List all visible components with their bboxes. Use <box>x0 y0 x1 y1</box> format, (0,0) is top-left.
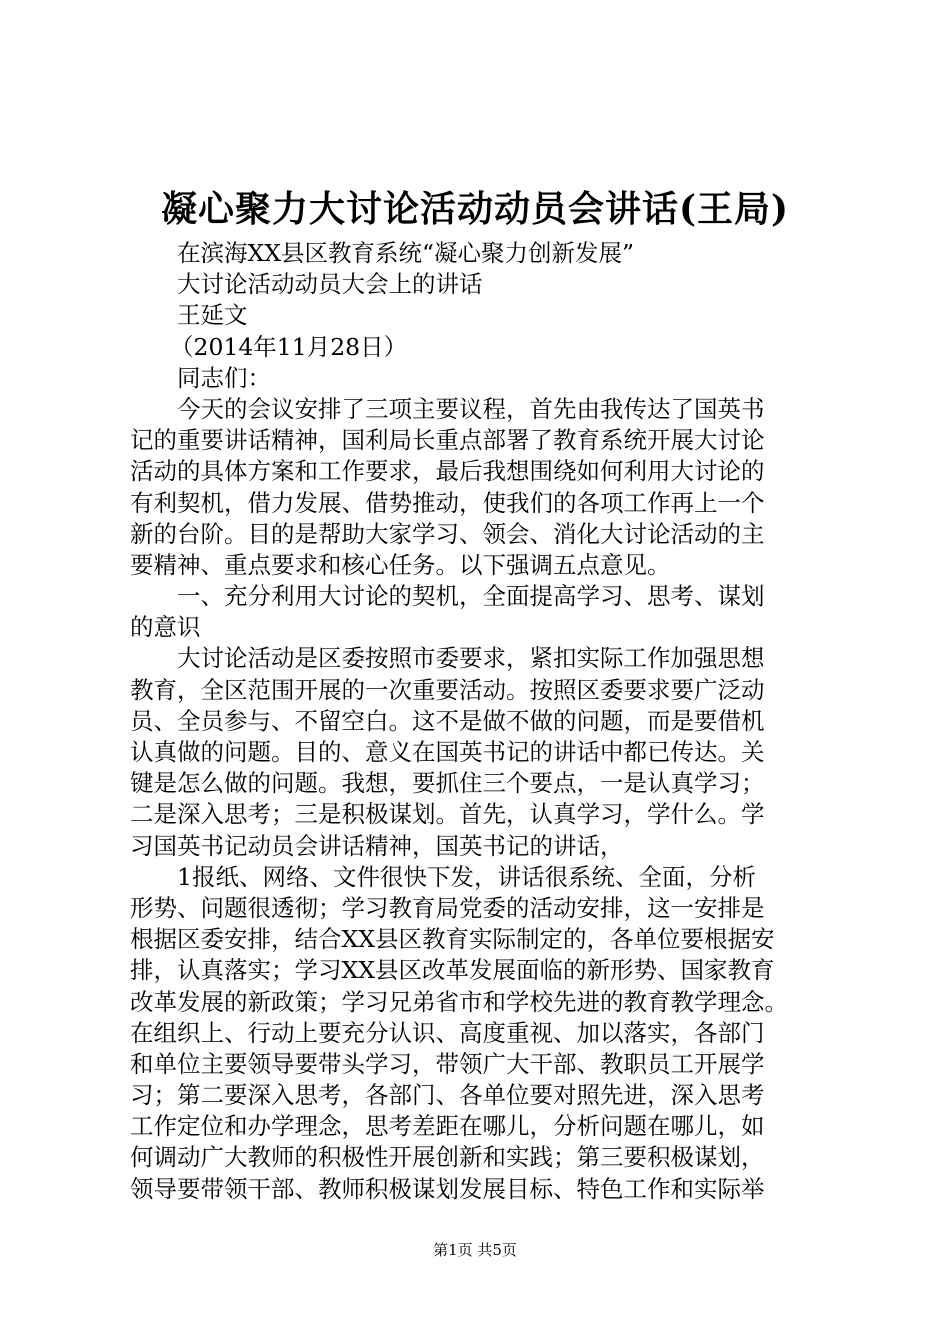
text-line: 在滨海XX县区教育系统“凝心聚力创新发展” <box>177 239 634 267</box>
document-body <box>130 238 832 1205</box>
text-line: 1报纸、网络、文件很快下发，讲话很系统、全面，分析 <box>177 862 756 891</box>
text-line: 的意识 <box>130 613 201 642</box>
text-line: 大讨论活动是区委按照市委要求，紧扣实际工作加强思想 <box>177 644 765 673</box>
text-line: 记的重要讲话精神，国利局长重点部署了教育系统开展大讨论 <box>130 426 765 455</box>
text-line: 排，认真落实；学习XX县区改革发展面临的新形势、国家教育 <box>130 956 775 985</box>
text-line: 习国英书记动员会讲话精神，国英书记的讲话， <box>130 831 624 860</box>
text-line: （2014年11月28日） <box>170 332 408 361</box>
text-line: 习；第二要深入思考，各部门、各单位要对照先进，深入思考 <box>130 1081 765 1110</box>
text-line: 活动的具体方案和工作要求，最后我想围绕如何利用大讨论的 <box>130 457 765 486</box>
text-line: 形势、问题很透彻；学习教育局党委的活动安排，这一安排是 <box>130 893 765 922</box>
text-line: 大讨论活动动员大会上的讲话 <box>177 270 483 299</box>
text-line: 新的台阶。目的是帮助大家学习、领会、消化大讨论活动的主 <box>130 519 765 548</box>
text-line: 有利契机，借力发展、借势推动，使我们的各项工作再上一个 <box>130 488 765 517</box>
text-line: 教育，全区范围开展的一次重要活动。按照区委要求要广泛动 <box>130 675 765 704</box>
text-line: 员、全员参与、不留空白。这不是做不做的问题，而是要借机 <box>130 706 765 735</box>
document-title: 凝心聚力大讨论活动动员会讲话(王局) <box>160 188 790 230</box>
text-line: 二是深入思考；三是积极谋划。首先，认真学习，学什么。学 <box>130 800 765 829</box>
text-line: 工作定位和办学理念，思考差距在哪儿，分析问题在哪儿，如 <box>130 1112 765 1141</box>
text-line: 要精神、重点要求和核心任务。以下强调五点意见。 <box>130 550 671 579</box>
text-line: 何调动广大教师的积极性开展创新和实践；第三要积极谋划， <box>130 1143 765 1172</box>
text-line: 王延文 <box>177 301 248 330</box>
text-line: 领导要带领干部、教师积极谋划发展目标、特色工作和实际举 <box>130 1174 765 1203</box>
text-line: 键是怎么做的问题。我想，要抓住三个要点，一是认真学习； <box>130 769 765 798</box>
page-footer: 第1页 共5页 <box>433 1241 517 1259</box>
text-line: 在组织上、行动上要充分认识、高度重视、加以落实，各部门 <box>130 1018 765 1047</box>
text-line: 根据区委安排，结合XX县区教育实际制定的，各单位要根据安 <box>130 925 775 954</box>
text-line: 和单位主要领导要带头学习，带领广大干部、教职员工开展学 <box>130 1049 765 1078</box>
text-line: 一、充分利用大讨论的契机，全面提高学习、思考、谋划 <box>177 582 765 611</box>
text-line: 今天的会议安排了三项主要议程，首先由我传达了国英书 <box>177 394 765 423</box>
text-line: 改革发展的新政策；学习兄弟省市和学校先进的教育教学理念。 <box>130 987 788 1016</box>
text-line: 同志们： <box>177 363 271 392</box>
text-line: 认真做的问题。目的、意义在国英书记的讲话中都已传达。关 <box>130 738 765 766</box>
